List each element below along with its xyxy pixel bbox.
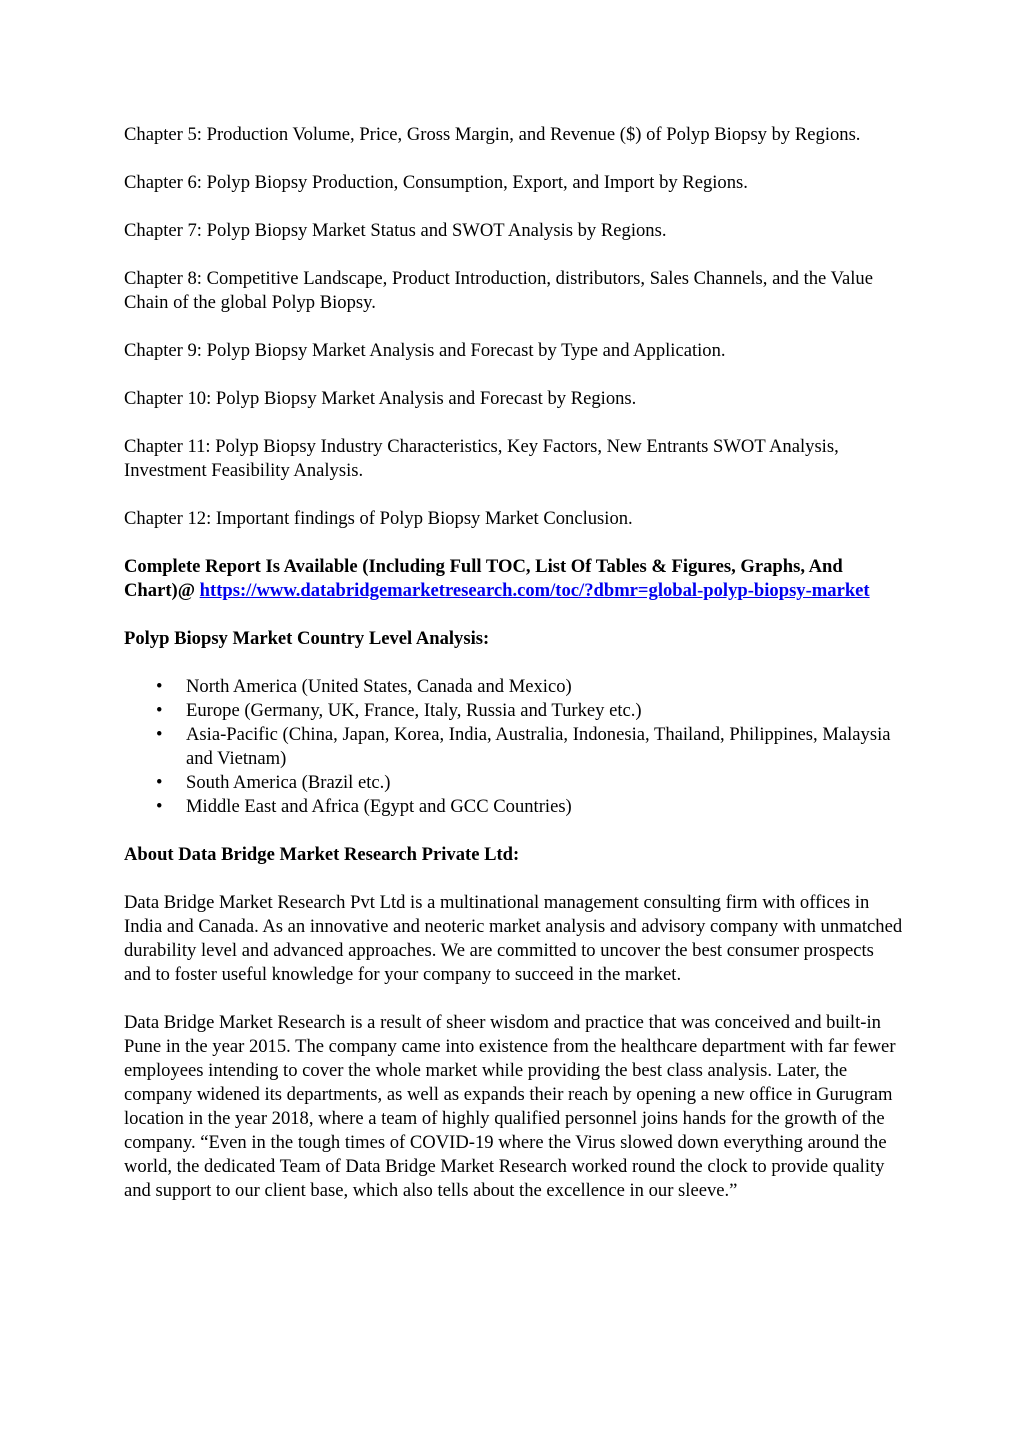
country-item-label: Europe (Germany, UK, France, Italy, Russia and Turkey etc.) — [186, 700, 642, 721]
bullet-icon: • — [156, 772, 163, 793]
list-item — [156, 675, 904, 699]
report-availability — [124, 555, 904, 603]
chapter-8: Chapter 8: Competitive Landscape, Product Introduction, distributors, Sales Channels, and the Value Chain of the global Polyp Biopsy. — [124, 268, 873, 313]
bullet-icon: • — [156, 676, 163, 697]
chapter-11: Chapter 11: Polyp Biopsy Industry Characteristics, Key Factors, New Entrants SWOT Analysis, Investment Feasibility Analysis. — [124, 436, 839, 481]
chapter-7: Chapter 7: Polyp Biopsy Market Status and SWOT Analysis by Regions. — [124, 220, 667, 241]
chapter-6: Chapter 6: Polyp Biopsy Production, Consumption, Export, and Import by Regions. — [124, 172, 748, 193]
document-page — [124, 123, 904, 1227]
country-analysis-heading: Polyp Biopsy Market Country Level Analysis: — [124, 628, 490, 649]
bullet-icon: • — [156, 724, 163, 745]
chapter-12: Chapter 12: Important findings of Polyp Biopsy Market Conclusion. — [124, 508, 633, 529]
list-item — [156, 699, 904, 723]
country-item-label: Asia-Pacific (China, Japan, Korea, India, Australia, Indonesia, Thailand, Philippines, Malaysia and Vietnam) — [186, 724, 891, 769]
about-heading: About Data Bridge Market Research Private Ltd: — [124, 844, 520, 865]
chapter-5: Chapter 5: Production Volume, Price, Gross Margin, and Revenue ($) of Polyp Biopsy by Regions. — [124, 124, 861, 145]
about-paragraph-2: Data Bridge Market Research is a result of sheer wisdom and practice that was conceived and built-in Pune in the year 2015. The company came into existence from the healthcare department with far fewer employees intending to cover the whole market while providing the best class analysis. Later, the company widened its departments, as well as expands their reach by opening a new office in Gurugram location in the year 2018, where a team of highly qualified personnel joins hands for the growth of the company. “Even in the tough times of COVID-19 where the Virus slowed down everything around the world, the dedicated Team of Data Bridge Market Research worked round the clock to provide quality and support to our client base, which also tells about the excellence in our sleeve.” — [124, 1012, 896, 1201]
list-item — [156, 723, 904, 771]
country-item-label: North America (United States, Canada and Mexico) — [186, 676, 572, 697]
list-item — [156, 795, 904, 819]
country-item-label: Middle East and Africa (Egypt and GCC Countries) — [186, 796, 572, 817]
bullet-icon: • — [156, 700, 163, 721]
report-link[interactable]: https://www.databridgemarketresearch.com/toc/?dbmr=global-polyp-biopsy-market — [199, 580, 870, 601]
chapter-9: Chapter 9: Polyp Biopsy Market Analysis and Forecast by Type and Application. — [124, 340, 726, 361]
country-item-label: South America (Brazil etc.) — [186, 772, 391, 793]
about-paragraph-1: Data Bridge Market Research Pvt Ltd is a multinational management consulting firm with offices in India and Canada. As an innovative and neoteric market analysis and advisory company with unmatched durability level and advanced approaches. We are committed to uncover the best consumer prospects and to foster useful knowledge for your company to succeed in the market. — [124, 892, 903, 985]
country-list — [124, 675, 904, 819]
list-item — [156, 771, 904, 795]
bullet-icon: • — [156, 796, 163, 817]
report-text: Complete Report Is Available (Including Full TOC, List Of Tables & Figures, Graphs, And Chart)@ — [124, 556, 843, 601]
chapter-10: Chapter 10: Polyp Biopsy Market Analysis and Forecast by Regions. — [124, 388, 637, 409]
